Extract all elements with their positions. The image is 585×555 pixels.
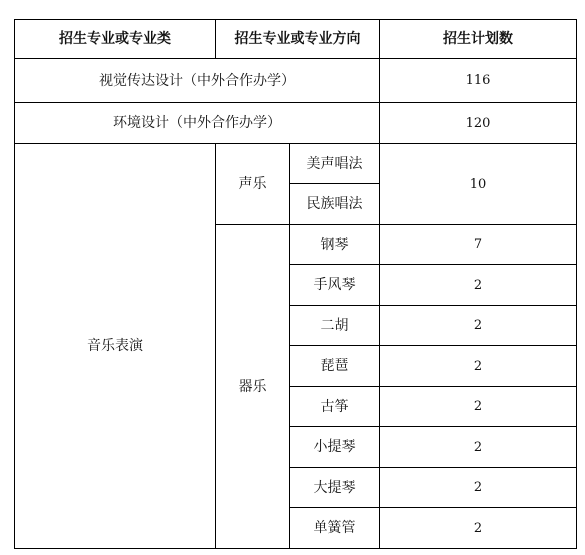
instrument-count: 2 (380, 346, 577, 387)
table-row (15, 144, 577, 184)
instrument-item: 琵琶 (290, 346, 380, 387)
instrument-item: 大提琴 (290, 468, 380, 508)
instrument-count: 7 (380, 225, 577, 265)
instrument-count: 2 (380, 306, 577, 346)
row-category: 视觉传达设计（中外合作办学） (15, 59, 380, 103)
header-count: 招生计划数 (380, 20, 577, 59)
row-count: 120 (380, 103, 577, 144)
instrument-count: 2 (380, 427, 577, 468)
vocal-count: 10 (380, 144, 577, 225)
instrument-count: 2 (380, 265, 577, 306)
header-row (15, 20, 577, 59)
instrument-item: 单簧管 (290, 508, 380, 549)
music-category: 音乐表演 (15, 144, 216, 549)
table-row (15, 59, 577, 103)
instrument-item: 手风琴 (290, 265, 380, 306)
vocal-item: 美声唱法 (290, 144, 380, 184)
instrument-count: 2 (380, 468, 577, 508)
instrument-item: 古筝 (290, 387, 380, 427)
vocal-item: 民族唱法 (290, 184, 380, 225)
instrument-item: 二胡 (290, 306, 380, 346)
instrument-label: 器乐 (216, 225, 290, 549)
instrument-count: 2 (380, 387, 577, 427)
table-row (15, 103, 577, 144)
instrument-item: 钢琴 (290, 225, 380, 265)
instrument-item: 小提琴 (290, 427, 380, 468)
header-direction: 招生专业或专业方向 (216, 20, 380, 59)
enrollment-table (14, 19, 577, 549)
header-category: 招生专业或专业类 (15, 20, 216, 59)
row-count: 116 (380, 59, 577, 103)
row-category: 环境设计（中外合作办学） (15, 103, 380, 144)
vocal-label: 声乐 (216, 144, 290, 225)
instrument-count: 2 (380, 508, 577, 549)
